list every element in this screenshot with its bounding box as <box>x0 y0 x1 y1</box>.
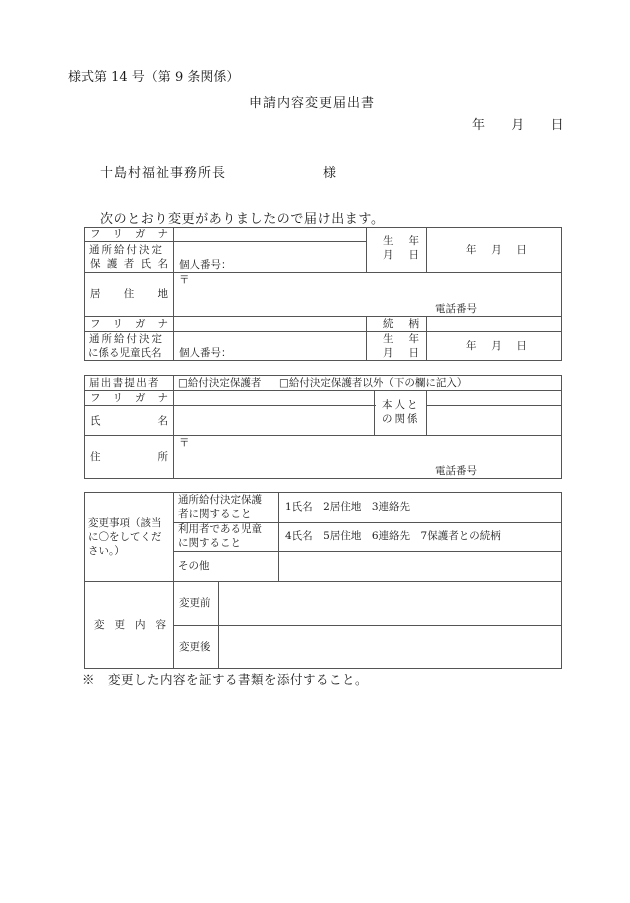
guardian-personal-number-label: 個人番号： <box>179 259 232 271</box>
date-month-label: 月 <box>511 118 525 133</box>
child-name-label-line1: 通所給付決定 <box>89 333 164 345</box>
guardian-name-label-line2: 保 護 者 氏 名 <box>90 258 168 270</box>
date-line <box>472 114 564 133</box>
submitter-option-guardian[interactable]: □給付決定保護者 <box>178 377 262 389</box>
after-label: 変更後 <box>179 641 211 653</box>
child-furigana-field[interactable] <box>175 318 365 330</box>
document-title: 申請内容変更届出書 <box>249 96 376 111</box>
divider <box>84 405 376 406</box>
child-items-label: 利用者である児童 に関すること <box>178 523 262 549</box>
form-number: 様式第 14 号（第 9 条関係） <box>68 70 240 85</box>
divider <box>173 551 562 552</box>
submitter-relation-field[interactable] <box>428 407 560 434</box>
divider <box>374 390 375 435</box>
submitter-furigana-field[interactable] <box>175 392 373 404</box>
footnote: ※ 変更した内容を証する書類を添付すること。 <box>82 672 369 687</box>
guardian-birth-label: 生 年 月 日 <box>383 235 419 261</box>
other-field[interactable] <box>280 553 560 580</box>
submitter-furigana-label: フ リ ガ ナ <box>90 392 168 404</box>
divider <box>426 405 562 406</box>
divider <box>426 316 427 361</box>
after-field[interactable] <box>220 627 560 668</box>
divider <box>278 492 279 581</box>
before-label: 変更前 <box>179 597 211 609</box>
divider <box>84 581 562 582</box>
divider <box>426 390 427 435</box>
guardian-birth-value[interactable]: 年 月 日 <box>466 244 527 256</box>
divider <box>173 227 174 361</box>
guardian-furigana-field[interactable] <box>175 228 365 241</box>
submitter-name-field[interactable] <box>175 407 373 434</box>
date-year-label: 年 <box>472 118 486 133</box>
divider <box>173 492 174 669</box>
submitter-name-label: 氏 名 <box>90 415 168 427</box>
submitter-address-field[interactable] <box>175 437 560 478</box>
submitter-option-other[interactable]: □給付決定保護者以外（下の欄に記入） <box>279 377 468 389</box>
submitter-address-label: 住 所 <box>90 451 168 463</box>
divider <box>173 625 562 626</box>
divider <box>173 375 174 479</box>
guardian-address-label: 居 住 地 <box>90 288 168 300</box>
submitter-label: 届出書提出者 <box>89 377 160 389</box>
guardian-items-label: 通所給付決定保護 者に関すること <box>178 494 262 520</box>
guardian-change-options[interactable]: 1氏名 2居住地 3連絡先 <box>285 501 411 513</box>
intro-text: 次のとおり変更がありましたので届け出ます。 <box>100 212 385 227</box>
divider <box>366 316 367 361</box>
submitter-relation-label: 本人と の関係 <box>382 399 420 425</box>
divider <box>366 227 367 272</box>
postal-mark: 〒 <box>179 274 190 286</box>
change-content-label: 変 更 内 容 <box>94 619 166 631</box>
child-birth-label: 生 年 月 日 <box>383 333 419 359</box>
submitter-relation-field-top[interactable] <box>428 392 560 404</box>
relation-label: 続 柄 <box>383 318 419 330</box>
divider <box>84 435 562 436</box>
other-label: その他 <box>178 560 210 572</box>
child-personal-number-label: 個人番号： <box>179 347 232 359</box>
before-field[interactable] <box>220 583 560 624</box>
postal-mark: 〒 <box>179 437 190 449</box>
divider <box>84 272 562 273</box>
relation-field[interactable] <box>428 318 560 330</box>
change-items-label: 変更事項（該当 に〇をしてくだ さい。） <box>88 517 162 557</box>
date-day-label: 日 <box>550 118 564 133</box>
furigana-label: フ リ ガ ナ <box>90 228 168 240</box>
divider <box>218 581 219 669</box>
divider <box>426 227 427 272</box>
child-name-label-line2: に係る児童氏名 <box>88 347 162 359</box>
guardian-address-field[interactable] <box>175 274 560 315</box>
submitter-phone-label: 電話番号 <box>435 465 477 477</box>
guardian-phone-label: 電話番号 <box>435 303 477 315</box>
child-birth-value[interactable]: 年 月 日 <box>466 340 527 352</box>
child-change-options[interactable]: 4氏名 5居住地 6連絡先 7保護者との続柄 <box>285 530 501 542</box>
honorific: 様 <box>323 166 337 181</box>
guardian-name-label-line1: 通所給付決定 <box>89 244 164 256</box>
child-furigana-label: フ リ ガ ナ <box>90 318 168 330</box>
addressee: 十島村福祉事務所長 <box>100 166 227 181</box>
divider <box>84 241 366 242</box>
